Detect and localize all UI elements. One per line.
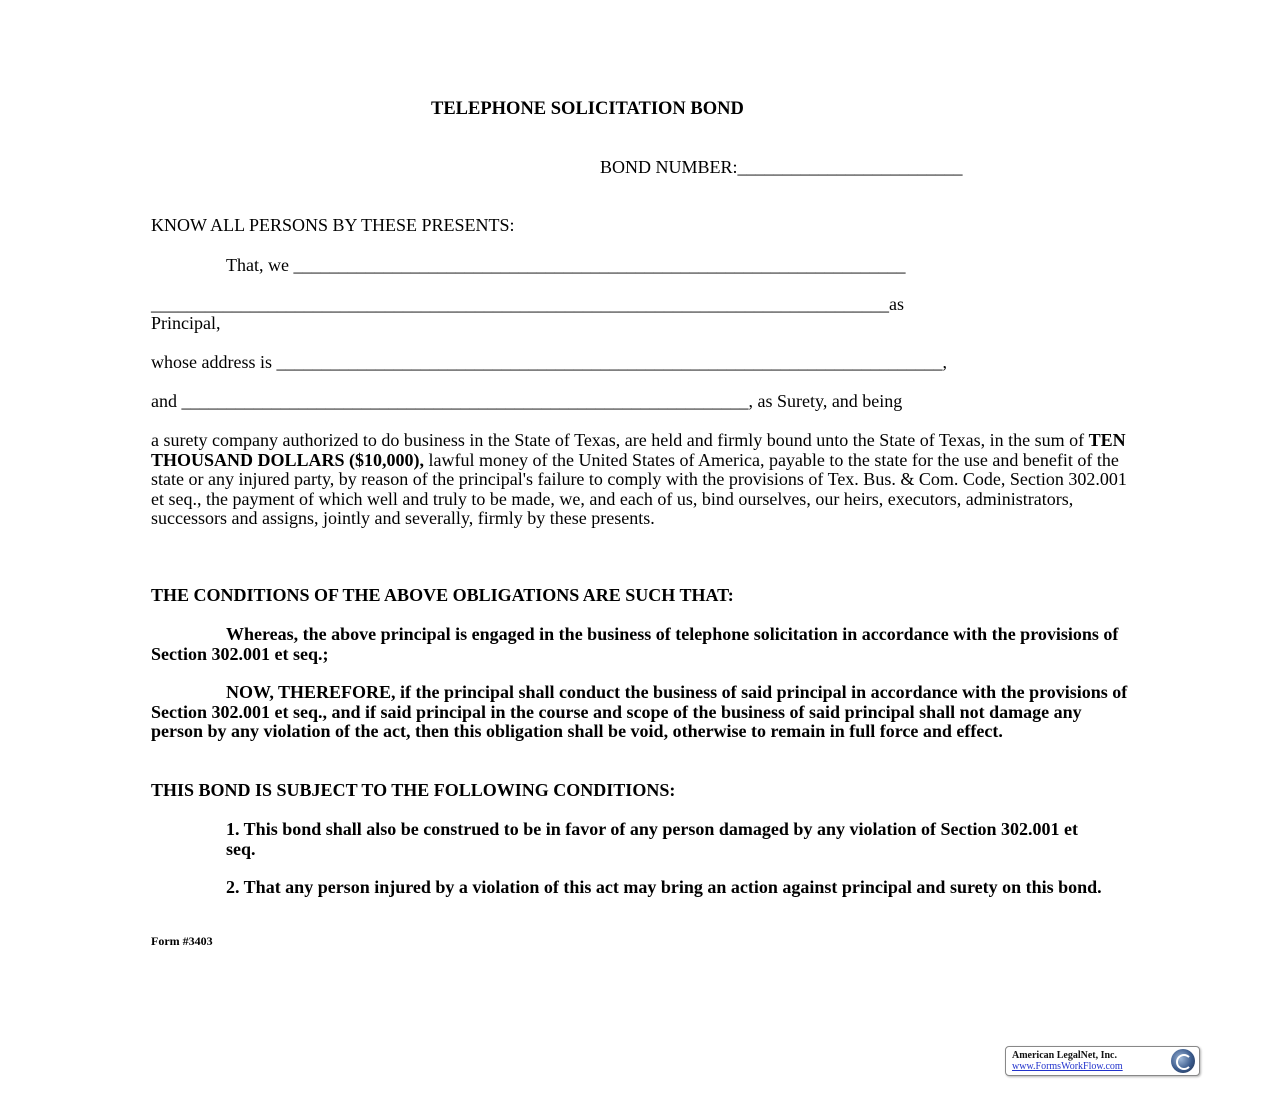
surety-blank[interactable]: _______________________________________________________________ xyxy=(181,391,749,411)
now-therefore-paragraph xyxy=(151,683,1131,742)
address-suffix: , xyxy=(942,352,947,372)
condition-item: 2. That any person injured by a violation of this act may bring an action against principal and surety on this bond. xyxy=(226,877,1102,897)
bond-number-field xyxy=(600,158,963,178)
bond-number-label: BOND NUMBER: xyxy=(600,157,738,177)
now-therefore-text: NOW, THEREFORE, if the principal shall conduct the business of said principal in accordance with the provisions of Section 302.001 et seq., and if said principal in the course and scope of the business of said principal shall not damage any person by any violation of the act, then this obligation shall be void, otherwise to remain in full force and effect. xyxy=(151,682,1128,741)
american-legalnet-logo[interactable] xyxy=(1005,1046,1200,1076)
that-we-label: That, we xyxy=(226,255,289,275)
whereas-text: Whereas, the above principal is engaged in the business of telephone solicitation in accordance with the provisions of Section 302.001 et seq.; xyxy=(151,624,1119,664)
globe-icon xyxy=(1171,1049,1195,1073)
whereas-paragraph xyxy=(151,625,1131,664)
principal-name-blank[interactable]: __________________________________________________________________________________ xyxy=(151,294,889,314)
conditions-heading: THE CONDITIONS OF THE ABOVE OBLIGATIONS ARE SUCH THAT: xyxy=(151,585,734,605)
principal-label: Principal, xyxy=(151,313,221,333)
address-blank[interactable]: __________________________________________________________________________ xyxy=(276,352,943,372)
surety-field xyxy=(151,392,902,412)
that-we-field xyxy=(226,256,905,276)
obligation-paragraph xyxy=(151,431,1131,529)
surety-label: and xyxy=(151,391,177,411)
paragraph-text: lawful money of the United States of America, payable to the state for the use and benefit of the state or any injured party, by reason of the principal's failure to comply with the provisions of Tex. Bus. & Com. Code, Section 302.001 et seq., the payment of which well and truly to be made, we, and each of us, bind ourselves, our heirs, executors, administrators, successors and assigns, jointly and severally, firmly by these presents. xyxy=(151,449,1127,528)
logo-company: American LegalNet, Inc. xyxy=(1012,1050,1117,1061)
address-field xyxy=(151,353,947,373)
principal-name-field xyxy=(151,295,904,315)
that-we-blank[interactable]: ____________________________________________________________________ xyxy=(293,255,906,275)
paragraph-text: a surety company authorized to do business in the State of Texas, are held and firmly bound unto the State of Texas, in the sum of xyxy=(151,430,1089,450)
logo-url-link[interactable]: www.FormsWorkFlow.com xyxy=(1012,1061,1123,1072)
condition-item: 1. This bond shall also be construed to be in favor of any person damaged by any violation of Section 302.001 et seq. xyxy=(226,819,1078,859)
principal-as-label: as xyxy=(889,294,904,314)
know-all-persons: KNOW ALL PERSONS BY THESE PRESENTS: xyxy=(151,215,515,235)
subject-heading: THIS BOND IS SUBJECT TO THE FOLLOWING CONDITIONS: xyxy=(151,780,676,800)
surety-suffix: , as Surety, and being xyxy=(748,391,903,411)
bond-number-blank[interactable]: _________________________ xyxy=(737,157,963,177)
document-title: TELEPHONE SOLICITATION BOND xyxy=(431,99,744,119)
form-number: Form #3403 xyxy=(151,934,213,948)
bond-amount: TEN THOUSAND DOLLARS ($10,000), xyxy=(151,430,1126,470)
address-label: whose address is xyxy=(151,352,272,372)
